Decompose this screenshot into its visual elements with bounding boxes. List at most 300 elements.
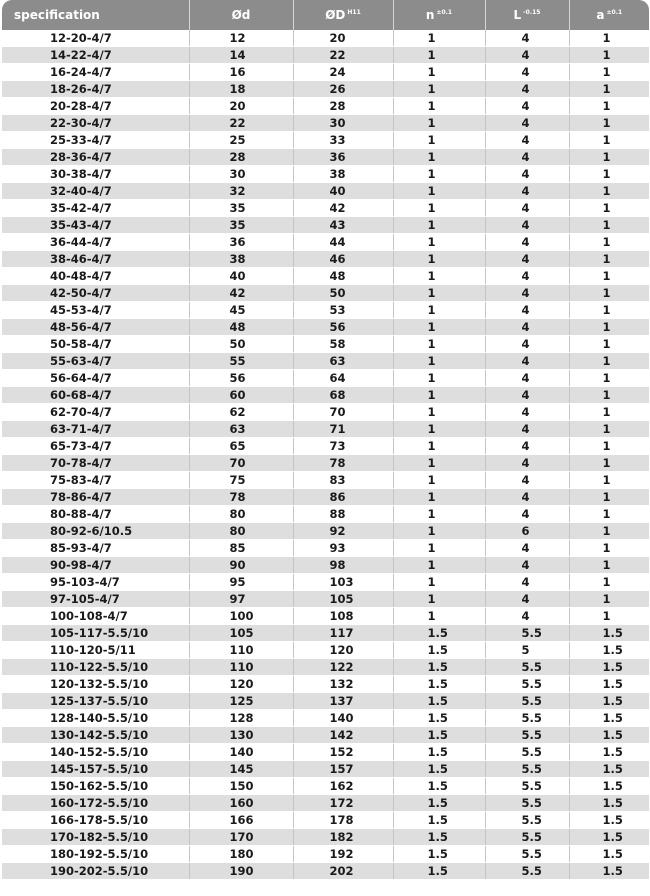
inner-diameter-cell: 110 [189, 659, 293, 676]
table-row [2, 81, 649, 98]
inner-diameter-cell: 63 [189, 421, 293, 438]
length-cell: 5 [485, 642, 569, 659]
a-cell: 1 [569, 404, 649, 421]
spec-cell: 128-140-5.5/10 [2, 710, 189, 727]
spec-cell: 12-20-4/7 [2, 30, 189, 47]
n-cell: 1 [393, 336, 485, 353]
a-cell: 1 [569, 251, 649, 268]
length-cell: 5.5 [485, 659, 569, 676]
n-cell: 1 [393, 370, 485, 387]
length-cell: 5.5 [485, 812, 569, 829]
length-cell: 5.5 [485, 744, 569, 761]
inner-diameter-cell: 160 [189, 795, 293, 812]
table-row [2, 846, 649, 863]
outer-diameter-cell: 98 [293, 557, 393, 574]
inner-diameter-cell: 125 [189, 693, 293, 710]
outer-diameter-cell: 137 [293, 693, 393, 710]
spec-cell: 125-137-5.5/10 [2, 693, 189, 710]
n-cell: 1 [393, 421, 485, 438]
n-cell: 1 [393, 489, 485, 506]
spec-cell: 130-142-5.5/10 [2, 727, 189, 744]
table-row [2, 47, 649, 64]
inner-diameter-cell: 42 [189, 285, 293, 302]
length-cell: 4 [485, 115, 569, 132]
length-cell: 5.5 [485, 863, 569, 880]
a-cell: 1.5 [569, 727, 649, 744]
table-row [2, 540, 649, 557]
n-cell: 1 [393, 319, 485, 336]
n-cell: 1.5 [393, 693, 485, 710]
length-cell: 4 [485, 370, 569, 387]
length-cell: 4 [485, 574, 569, 591]
table-row [2, 506, 649, 523]
outer-diameter-cell: 172 [293, 795, 393, 812]
length-cell: 5.5 [485, 727, 569, 744]
outer-diameter-cell: 73 [293, 438, 393, 455]
table-row [2, 268, 649, 285]
table-row [2, 64, 649, 81]
column-header-inner-diameter [189, 0, 293, 30]
n-cell: 1 [393, 540, 485, 557]
length-cell: 4 [485, 336, 569, 353]
length-cell: 4 [485, 302, 569, 319]
spec-cell: 145-157-5.5/10 [2, 761, 189, 778]
table-row [2, 642, 649, 659]
length-cell: 4 [485, 149, 569, 166]
a-cell: 1 [569, 132, 649, 149]
a-cell: 1.5 [569, 693, 649, 710]
n-cell: 1 [393, 268, 485, 285]
a-cell: 1.5 [569, 846, 649, 863]
table-row [2, 166, 649, 183]
length-cell: 4 [485, 353, 569, 370]
table-row [2, 353, 649, 370]
inner-diameter-cell: 97 [189, 591, 293, 608]
outer-diameter-cell: 192 [293, 846, 393, 863]
a-cell: 1.5 [569, 659, 649, 676]
inner-diameter-cell: 12 [189, 30, 293, 47]
length-cell: 5.5 [485, 761, 569, 778]
length-cell: 5.5 [485, 676, 569, 693]
n-cell: 1 [393, 132, 485, 149]
a-cell: 1 [569, 217, 649, 234]
column-header-specification [2, 0, 189, 30]
spec-cell: 62-70-4/7 [2, 404, 189, 421]
outer-diameter-cell: 33 [293, 132, 393, 149]
inner-diameter-cell: 28 [189, 149, 293, 166]
n-cell: 1.5 [393, 761, 485, 778]
a-cell: 1 [569, 64, 649, 81]
column-header-length [485, 0, 569, 30]
a-cell: 1 [569, 591, 649, 608]
spec-cell: 190-202-5.5/10 [2, 863, 189, 880]
n-cell: 1.5 [393, 778, 485, 795]
spec-cell: 180-192-5.5/10 [2, 846, 189, 863]
column-header-n [393, 0, 485, 30]
length-cell: 5.5 [485, 846, 569, 863]
inner-diameter-cell: 70 [189, 455, 293, 472]
spec-cell: 18-26-4/7 [2, 81, 189, 98]
table-row [2, 234, 649, 251]
spec-cell: 65-73-4/7 [2, 438, 189, 455]
table-row [2, 183, 649, 200]
inner-diameter-cell: 14 [189, 47, 293, 64]
spec-cell: 100-108-4/7 [2, 608, 189, 625]
n-cell: 1 [393, 81, 485, 98]
inner-diameter-cell: 62 [189, 404, 293, 421]
length-cell: 5.5 [485, 625, 569, 642]
n-cell: 1 [393, 30, 485, 47]
n-cell: 1 [393, 149, 485, 166]
table-row [2, 387, 649, 404]
table-row [2, 336, 649, 353]
outer-diameter-cell: 105 [293, 591, 393, 608]
a-cell: 1.5 [569, 710, 649, 727]
length-cell: 4 [485, 489, 569, 506]
a-cell: 1 [569, 115, 649, 132]
inner-diameter-cell: 32 [189, 183, 293, 200]
spec-cell: 56-64-4/7 [2, 370, 189, 387]
inner-diameter-cell: 35 [189, 217, 293, 234]
inner-diameter-cell: 60 [189, 387, 293, 404]
table-row [2, 795, 649, 812]
length-cell: 4 [485, 200, 569, 217]
a-cell: 1.5 [569, 863, 649, 880]
table-row [2, 251, 649, 268]
spec-cell: 63-71-4/7 [2, 421, 189, 438]
spec-cell: 150-162-5.5/10 [2, 778, 189, 795]
a-cell: 1.5 [569, 795, 649, 812]
n-cell: 1 [393, 506, 485, 523]
outer-diameter-cell: 28 [293, 98, 393, 115]
a-cell: 1 [569, 523, 649, 540]
inner-diameter-cell: 30 [189, 166, 293, 183]
length-cell: 4 [485, 98, 569, 115]
a-cell: 1 [569, 353, 649, 370]
spec-cell: 38-46-4/7 [2, 251, 189, 268]
outer-diameter-cell: 182 [293, 829, 393, 846]
n-cell: 1.5 [393, 846, 485, 863]
table-row [2, 710, 649, 727]
spec-cell: 120-132-5.5/10 [2, 676, 189, 693]
table-row [2, 608, 649, 625]
inner-diameter-cell: 110 [189, 642, 293, 659]
n-cell: 1.5 [393, 812, 485, 829]
outer-diameter-cell: 120 [293, 642, 393, 659]
length-cell: 4 [485, 472, 569, 489]
spec-cell: 22-30-4/7 [2, 115, 189, 132]
a-cell: 1 [569, 472, 649, 489]
n-cell: 1 [393, 455, 485, 472]
outer-diameter-cell: 63 [293, 353, 393, 370]
table-row [2, 438, 649, 455]
table-row [2, 761, 649, 778]
length-cell: 4 [485, 268, 569, 285]
table-row [2, 115, 649, 132]
inner-diameter-cell: 55 [189, 353, 293, 370]
table-row [2, 370, 649, 387]
outer-diameter-cell: 108 [293, 608, 393, 625]
a-cell: 1 [569, 370, 649, 387]
table-row [2, 285, 649, 302]
outer-diameter-cell: 30 [293, 115, 393, 132]
table-row [2, 591, 649, 608]
table-row [2, 455, 649, 472]
outer-diameter-cell: 152 [293, 744, 393, 761]
table-row [2, 778, 649, 795]
inner-diameter-cell: 170 [189, 829, 293, 846]
outer-diameter-cell: 40 [293, 183, 393, 200]
outer-diameter-cell: 50 [293, 285, 393, 302]
outer-diameter-cell: 44 [293, 234, 393, 251]
inner-diameter-cell: 18 [189, 81, 293, 98]
outer-diameter-cell: 24 [293, 64, 393, 81]
length-cell: 4 [485, 506, 569, 523]
n-cell: 1 [393, 438, 485, 455]
table-row [2, 98, 649, 115]
n-cell: 1 [393, 98, 485, 115]
n-cell: 1.5 [393, 710, 485, 727]
n-cell: 1 [393, 302, 485, 319]
spec-cell: 160-172-5.5/10 [2, 795, 189, 812]
outer-diameter-cell: 86 [293, 489, 393, 506]
outer-diameter-cell: 56 [293, 319, 393, 336]
table-row [2, 676, 649, 693]
inner-diameter-cell: 48 [189, 319, 293, 336]
outer-diameter-cell: 83 [293, 472, 393, 489]
inner-diameter-cell: 25 [189, 132, 293, 149]
spec-cell: 85-93-4/7 [2, 540, 189, 557]
spec-cell: 90-98-4/7 [2, 557, 189, 574]
inner-diameter-cell: 80 [189, 506, 293, 523]
column-header-inner-diameter-label: Ød [231, 8, 251, 22]
a-cell: 1.5 [569, 625, 649, 642]
inner-diameter-cell: 78 [189, 489, 293, 506]
column-header-outer-diameter-label: ØD [325, 8, 346, 22]
table-row [2, 523, 649, 540]
a-cell: 1.5 [569, 778, 649, 795]
spec-cell: 30-38-4/7 [2, 166, 189, 183]
column-header-outer-diameter [293, 0, 393, 30]
table-header [2, 0, 649, 30]
column-header-a-label: a [596, 8, 605, 22]
column-header-specification-label: specification [14, 8, 100, 22]
n-cell: 1 [393, 251, 485, 268]
n-tolerance: ±0.1 [436, 9, 453, 16]
inner-diameter-cell: 80 [189, 523, 293, 540]
inner-diameter-cell: 36 [189, 234, 293, 251]
spec-cell: 45-53-4/7 [2, 302, 189, 319]
inner-diameter-cell: 95 [189, 574, 293, 591]
table-row [2, 659, 649, 676]
length-cell: 4 [485, 421, 569, 438]
spec-cell: 48-56-4/7 [2, 319, 189, 336]
a-cell: 1 [569, 302, 649, 319]
length-cell: 6 [485, 523, 569, 540]
table-row [2, 302, 649, 319]
outer-diameter-cell: 140 [293, 710, 393, 727]
a-cell: 1 [569, 506, 649, 523]
inner-diameter-cell: 130 [189, 727, 293, 744]
outer-diameter-cell: 36 [293, 149, 393, 166]
inner-diameter-cell: 56 [189, 370, 293, 387]
a-cell: 1 [569, 319, 649, 336]
n-cell: 1.5 [393, 744, 485, 761]
a-cell: 1 [569, 166, 649, 183]
spec-cell: 97-105-4/7 [2, 591, 189, 608]
outer-diameter-tolerance: H11 [347, 9, 361, 16]
inner-diameter-cell: 145 [189, 761, 293, 778]
n-cell: 1 [393, 217, 485, 234]
outer-diameter-cell: 71 [293, 421, 393, 438]
header-row [2, 0, 649, 30]
spec-cell: 32-40-4/7 [2, 183, 189, 200]
table-row [2, 489, 649, 506]
inner-diameter-cell: 140 [189, 744, 293, 761]
length-cell: 4 [485, 608, 569, 625]
inner-diameter-cell: 75 [189, 472, 293, 489]
outer-diameter-cell: 92 [293, 523, 393, 540]
a-cell: 1.5 [569, 642, 649, 659]
spec-cell: 78-86-4/7 [2, 489, 189, 506]
a-cell: 1 [569, 336, 649, 353]
inner-diameter-cell: 90 [189, 557, 293, 574]
length-cell: 4 [485, 438, 569, 455]
spec-cell: 55-63-4/7 [2, 353, 189, 370]
outer-diameter-cell: 132 [293, 676, 393, 693]
inner-diameter-cell: 35 [189, 200, 293, 217]
length-cell: 4 [485, 64, 569, 81]
inner-diameter-cell: 180 [189, 846, 293, 863]
length-cell: 4 [485, 251, 569, 268]
column-header-a [569, 0, 649, 30]
spec-cell: 35-42-4/7 [2, 200, 189, 217]
inner-diameter-cell: 38 [189, 251, 293, 268]
n-cell: 1.5 [393, 829, 485, 846]
outer-diameter-cell: 38 [293, 166, 393, 183]
n-cell: 1.5 [393, 642, 485, 659]
inner-diameter-cell: 65 [189, 438, 293, 455]
outer-diameter-cell: 43 [293, 217, 393, 234]
outer-diameter-cell: 42 [293, 200, 393, 217]
a-cell: 1 [569, 489, 649, 506]
outer-diameter-cell: 117 [293, 625, 393, 642]
a-cell: 1 [569, 557, 649, 574]
n-cell: 1 [393, 472, 485, 489]
n-cell: 1 [393, 234, 485, 251]
spec-cell: 40-48-4/7 [2, 268, 189, 285]
n-cell: 1.5 [393, 659, 485, 676]
column-header-n-label: n [425, 8, 435, 22]
n-cell: 1.5 [393, 795, 485, 812]
outer-diameter-cell: 142 [293, 727, 393, 744]
n-cell: 1.5 [393, 727, 485, 744]
a-cell: 1 [569, 421, 649, 438]
table-row [2, 421, 649, 438]
a-cell: 1 [569, 183, 649, 200]
n-cell: 1 [393, 183, 485, 200]
length-cell: 5.5 [485, 778, 569, 795]
spec-cell: 25-33-4/7 [2, 132, 189, 149]
outer-diameter-cell: 162 [293, 778, 393, 795]
a-cell: 1 [569, 438, 649, 455]
inner-diameter-cell: 50 [189, 336, 293, 353]
a-cell: 1 [569, 574, 649, 591]
inner-diameter-cell: 128 [189, 710, 293, 727]
spec-cell: 50-58-4/7 [2, 336, 189, 353]
a-cell: 1.5 [569, 829, 649, 846]
length-cell: 4 [485, 234, 569, 251]
inner-diameter-cell: 20 [189, 98, 293, 115]
length-cell: 4 [485, 217, 569, 234]
outer-diameter-cell: 64 [293, 370, 393, 387]
a-cell: 1 [569, 149, 649, 166]
outer-diameter-cell: 53 [293, 302, 393, 319]
table-row [2, 829, 649, 846]
spec-cell: 16-24-4/7 [2, 64, 189, 81]
spec-cell: 70-78-4/7 [2, 455, 189, 472]
outer-diameter-cell: 26 [293, 81, 393, 98]
column-header-length-label: L [513, 8, 522, 22]
table-row [2, 200, 649, 217]
table-row [2, 30, 649, 47]
a-tolerance: ±0.1 [606, 9, 623, 16]
spec-cell: 110-120-5/11 [2, 642, 189, 659]
spec-cell: 105-117-5.5/10 [2, 625, 189, 642]
n-cell: 1 [393, 115, 485, 132]
n-cell: 1 [393, 166, 485, 183]
table-row [2, 149, 649, 166]
outer-diameter-cell: 122 [293, 659, 393, 676]
spec-cell: 110-122-5.5/10 [2, 659, 189, 676]
a-cell: 1.5 [569, 761, 649, 778]
outer-diameter-cell: 178 [293, 812, 393, 829]
inner-diameter-cell: 150 [189, 778, 293, 795]
table-row [2, 319, 649, 336]
n-cell: 1 [393, 608, 485, 625]
length-tolerance: -0.15 [523, 9, 541, 16]
table-row [2, 812, 649, 829]
inner-diameter-cell: 22 [189, 115, 293, 132]
a-cell: 1 [569, 47, 649, 64]
spec-cell: 36-44-4/7 [2, 234, 189, 251]
length-cell: 4 [485, 557, 569, 574]
table-row [2, 744, 649, 761]
length-cell: 4 [485, 183, 569, 200]
n-cell: 1 [393, 523, 485, 540]
table-row [2, 217, 649, 234]
n-cell: 1.5 [393, 863, 485, 880]
inner-diameter-cell: 120 [189, 676, 293, 693]
n-cell: 1 [393, 200, 485, 217]
spec-cell: 20-28-4/7 [2, 98, 189, 115]
spec-cell: 166-178-5.5/10 [2, 812, 189, 829]
inner-diameter-cell: 100 [189, 608, 293, 625]
a-cell: 1 [569, 98, 649, 115]
length-cell: 4 [485, 591, 569, 608]
table-row [2, 625, 649, 642]
outer-diameter-cell: 103 [293, 574, 393, 591]
length-cell: 5.5 [485, 693, 569, 710]
table-row [2, 693, 649, 710]
table-row [2, 404, 649, 421]
n-cell: 1 [393, 574, 485, 591]
length-cell: 5.5 [485, 829, 569, 846]
table-row [2, 557, 649, 574]
inner-diameter-cell: 40 [189, 268, 293, 285]
table-row [2, 132, 649, 149]
length-cell: 4 [485, 455, 569, 472]
